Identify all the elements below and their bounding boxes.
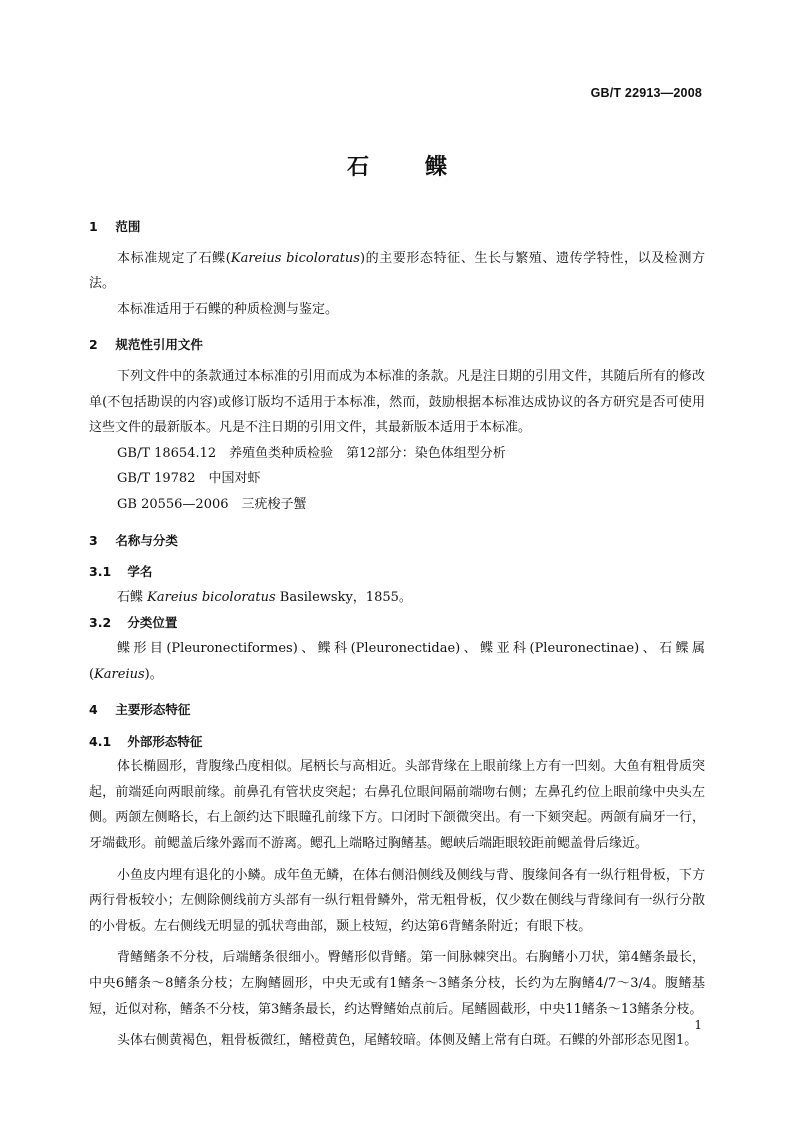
reference-item: [89, 441, 705, 467]
text-run: )的主要形态特征、生长与繁殖、遗传学特性，以及检测方法。: [89, 250, 705, 292]
reference-name: 中国对虾: [208, 471, 261, 487]
paragraph-morphology-4: 头体右侧黄褐色，粗骨板微红，鳍橙黄色，尾鳍较暗。体侧及鳍上常有白斑。石鲽的外部形态见图1。: [117, 1033, 698, 1049]
section-heading-2: [89, 332, 705, 358]
section-number: 4: [89, 702, 98, 718]
section-number: 2: [89, 337, 98, 353]
text-run: )。: [144, 666, 163, 682]
paragraph-morphology-1: 体长椭圆形，背腹缘凸度相似。尾柄长与高相近。头部背缘在上眼前缘上方有一凹刻。大鱼有粗骨质突起，前端延向两眼前缘。前鼻孔有管状皮突起；右鼻孔位眼间隔前端吻右侧；左鼻孔约位上眼前缘中央头左侧。两颌左侧略长，右上颌约达下眼瞳孔前缘下方。口闭时下颌微突出。有一下颏突起。两颌有扁牙一行，牙端截形。前鳃盖后缘外露而不游离。鳃孔上端略过胸鳍基。鳃峡后端距眼较距前鳃盖骨后缘近。: [89, 759, 705, 852]
document-body: [89, 214, 705, 1054]
subsection-heading-4-1: [89, 729, 705, 755]
text-run: 鲽形目(Pleuronectiformes)、鲽科(Pleuronectidae)、鲽亚科(Pleuronectinae)、石鲽属(: [89, 640, 705, 682]
subsection-title: 分类位置: [127, 615, 178, 631]
subsection-title: 学名: [127, 564, 153, 580]
subsection-number: 3.1: [89, 564, 112, 580]
standard-code: GB/T 22913—2008: [590, 86, 702, 100]
reference-code: GB/T 18654.12: [117, 445, 217, 461]
paragraph-morphology-3: 背鳍鳍条不分枝，后端鳍条很细小。臀鳍形似背鳍。第一间脉棘突出。右胸鳍小刀状，第4鳍条最长，中央6鳍条～8鳍条分枝；左胸鳍圆形，中央无或有1鳍条～3鳍条分枝，长约为左胸鳍4/7～3/4。腹鳍基短，近似对称，鳍条不分枝，第3鳍条最长，约达臀鳍始点前后。尾鳍圆截形，中央11鳍条～13鳍条分枝。: [89, 950, 705, 1017]
subsection-heading-3-2: [89, 610, 705, 636]
reference-name: 三疣梭子蟹: [241, 496, 307, 512]
paragraph-scientific-name: [89, 585, 705, 611]
text-run: Basilewsky，1855。: [275, 589, 412, 605]
reference-code: GB/T 19782: [117, 471, 196, 487]
text-run: 石鲽: [117, 589, 148, 605]
reference-item: [89, 492, 705, 518]
paragraph-references-intro: 下列文件中的条款通过本标准的引用而成为本标准的条款。凡是注日期的引用文件，其随后所有的修改单(不包括勘误的内容)或修订版均不适用于本标准，然而，鼓励根据本标准达成协议的各方研究是否可使用这些文件的最新版本。凡是不注日期的引用文件，其最新版本适用于本标准。: [89, 368, 705, 436]
page-title: 石鲽: [346, 155, 503, 180]
reference-item: [89, 466, 705, 492]
section-heading-1: [89, 214, 705, 240]
reference-code: GB 20556—2006: [117, 496, 229, 512]
subsection-heading-3-1: [89, 559, 705, 585]
section-heading-3: [89, 528, 705, 554]
page-number: 1: [694, 1018, 702, 1032]
scientific-name: Kareius: [94, 666, 145, 682]
section-number: 3: [89, 532, 98, 548]
section-number: 1: [89, 219, 98, 234]
section-title: 规范性引用文件: [115, 337, 203, 353]
paragraph-scope-2: 本标准适用于石鲽的种质检测与鉴定。: [117, 301, 339, 317]
paragraph-classification: [89, 636, 705, 687]
scientific-name: Kareius bicoloratus: [147, 589, 276, 605]
scientific-name: Kareius bicoloratus: [230, 250, 360, 266]
section-title: 范围: [115, 219, 141, 234]
section-title: 名称与分类: [115, 532, 178, 548]
paragraph-scope-1: [89, 246, 705, 297]
paragraph-morphology-2: 小鱼皮内埋有退化的小鳞。成年鱼无鳞，在体右侧沿侧线及侧线与背、腹缘间各有一纵行粗骨板，下方两行骨板较小；左侧除侧线前方头部有一纵行粗骨鳞外，常无粗骨板，仅少数在侧线与背缘间有一纵行分散的小骨板。左右侧线无明显的弧状弯曲部，颞上枝短，约达第6背鳍条附近；有眼下枝。: [89, 867, 705, 934]
section-title: 主要形态特征: [115, 702, 191, 718]
subsection-number: 3.2: [89, 615, 112, 631]
text-run: 本标准规定了石鲽(: [117, 250, 231, 266]
subsection-title: 外部形态特征: [127, 733, 203, 749]
subsection-number: 4.1: [89, 733, 112, 749]
reference-name: 养殖鱼类种质检验 第12部分：染色体组型分析: [229, 445, 506, 461]
section-heading-4: [89, 697, 705, 723]
